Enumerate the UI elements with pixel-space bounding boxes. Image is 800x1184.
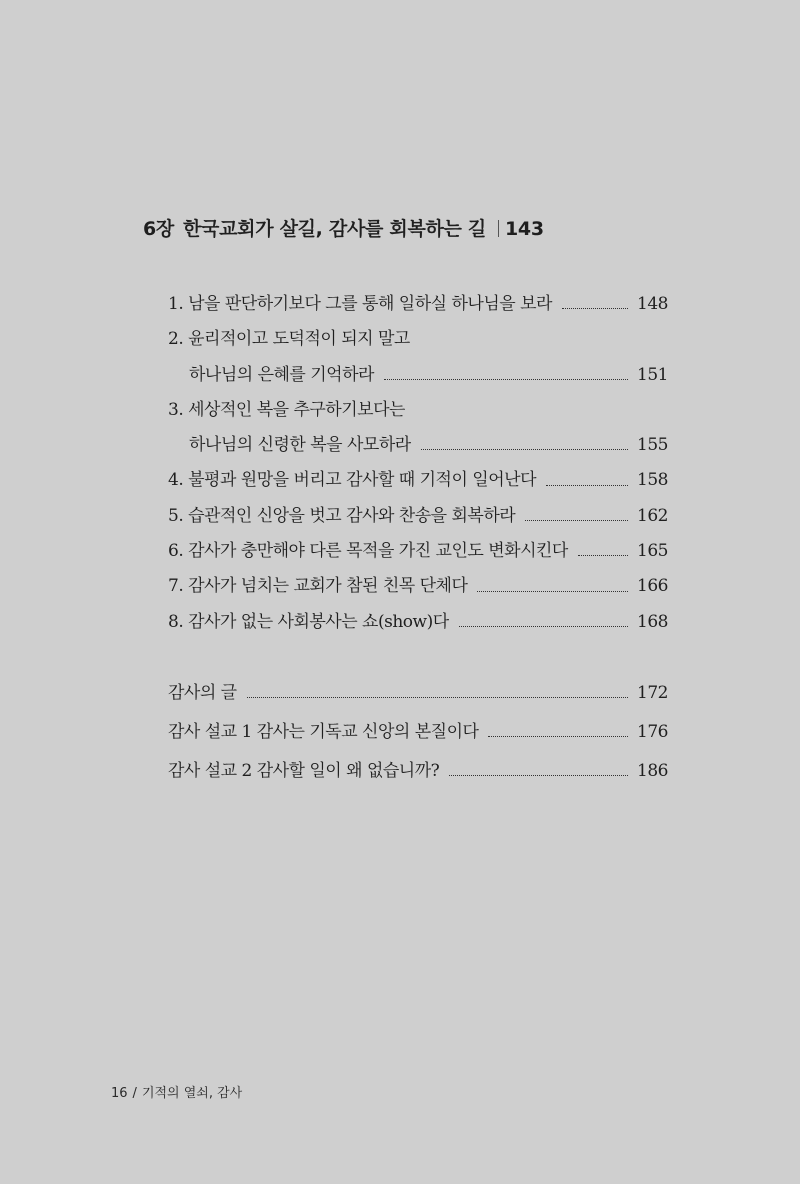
toc-entry-title: 8. 감사가 없는 사회봉사는 쇼(show)다 <box>168 611 449 632</box>
toc-entry-page: 176 <box>637 722 668 742</box>
toc-entry-title: 감사 설교 1 감사는 기독교 신앙의 본질이다 <box>168 722 479 742</box>
dot-leader <box>488 713 628 752</box>
dot-leader <box>562 287 628 322</box>
dot-leader <box>384 358 628 393</box>
toc-entry-page: 168 <box>637 611 668 632</box>
chapter-title: 한국교회가 살길, 감사를 회복하는 길 <box>182 218 486 240</box>
dot-leader <box>459 605 628 640</box>
chapter-heading <box>143 212 544 246</box>
toc-entries <box>168 287 668 640</box>
toc-entry[interactable] <box>168 569 668 604</box>
toc-entry[interactable] <box>168 713 668 752</box>
chapter-divider <box>498 220 499 237</box>
toc-entry[interactable] <box>168 393 668 428</box>
footer-page-number: 16 <box>111 1086 128 1101</box>
toc-entry-title: 5. 습관적인 신앙을 벗고 감사와 찬송을 회복하라 <box>168 505 516 526</box>
toc-entry[interactable] <box>168 322 668 357</box>
toc-entry-page: 165 <box>637 541 668 562</box>
toc-entry[interactable] <box>168 534 668 569</box>
toc-entry-title: 7. 감사가 넘치는 교회가 참된 친목 단체다 <box>168 576 468 597</box>
footer-book-title: 기적의 열쇠, 감사 <box>141 1086 243 1101</box>
toc-entry-page: 155 <box>637 435 668 456</box>
toc-entry[interactable] <box>168 428 668 463</box>
dot-leader <box>578 534 628 569</box>
chapter-page: 143 <box>504 218 544 240</box>
toc-entry-page: 151 <box>637 364 668 385</box>
toc-back-matter <box>168 674 668 791</box>
toc-entry-title: 4. 불평과 원망을 버리고 감사할 때 기적이 일어난다 <box>168 470 536 491</box>
toc-entry-page: 158 <box>637 470 668 491</box>
dot-leader <box>546 463 628 498</box>
toc-entry[interactable] <box>168 358 668 393</box>
dot-leader <box>477 569 628 604</box>
toc-entry-page: 162 <box>637 505 668 526</box>
toc-entry-title: 감사 설교 2 감사할 일이 왜 없습니까? <box>168 761 440 781</box>
toc-entry-page: 186 <box>637 761 668 781</box>
toc-entry[interactable] <box>168 605 668 640</box>
toc-entry[interactable] <box>168 463 668 498</box>
toc-entry[interactable] <box>168 674 668 713</box>
toc-entry[interactable] <box>168 287 668 322</box>
toc-entry-title: 2. 윤리적이고 도덕적이 되지 말고 <box>168 329 410 350</box>
page-footer <box>111 1082 242 1106</box>
toc-entry-title: 1. 남을 판단하기보다 그를 통해 일하실 하나님을 보라 <box>168 294 552 314</box>
toc-entry-title: 3. 세상적인 복을 추구하기보다는 <box>168 399 405 420</box>
dot-leader <box>449 752 628 791</box>
dot-leader <box>247 674 628 713</box>
toc-entry-title: 6. 감사가 충만해야 다른 목적을 가진 교인도 변화시킨다 <box>168 541 568 562</box>
chapter-number: 6장 <box>143 218 174 240</box>
footer-separator: / <box>132 1086 137 1101</box>
toc-entry-title: 감사의 글 <box>168 683 237 703</box>
toc-entry[interactable] <box>168 752 668 791</box>
toc-entry-page: 166 <box>637 576 668 597</box>
toc-entry-title: 하나님의 신령한 복을 사모하라 <box>189 435 411 456</box>
dot-leader <box>421 428 628 463</box>
dot-leader <box>525 499 628 534</box>
toc-entry-page: 148 <box>637 294 668 314</box>
toc-entry[interactable] <box>168 499 668 534</box>
toc-entry-page: 172 <box>637 683 668 703</box>
toc-entry-title: 하나님의 은혜를 기억하라 <box>189 364 374 385</box>
